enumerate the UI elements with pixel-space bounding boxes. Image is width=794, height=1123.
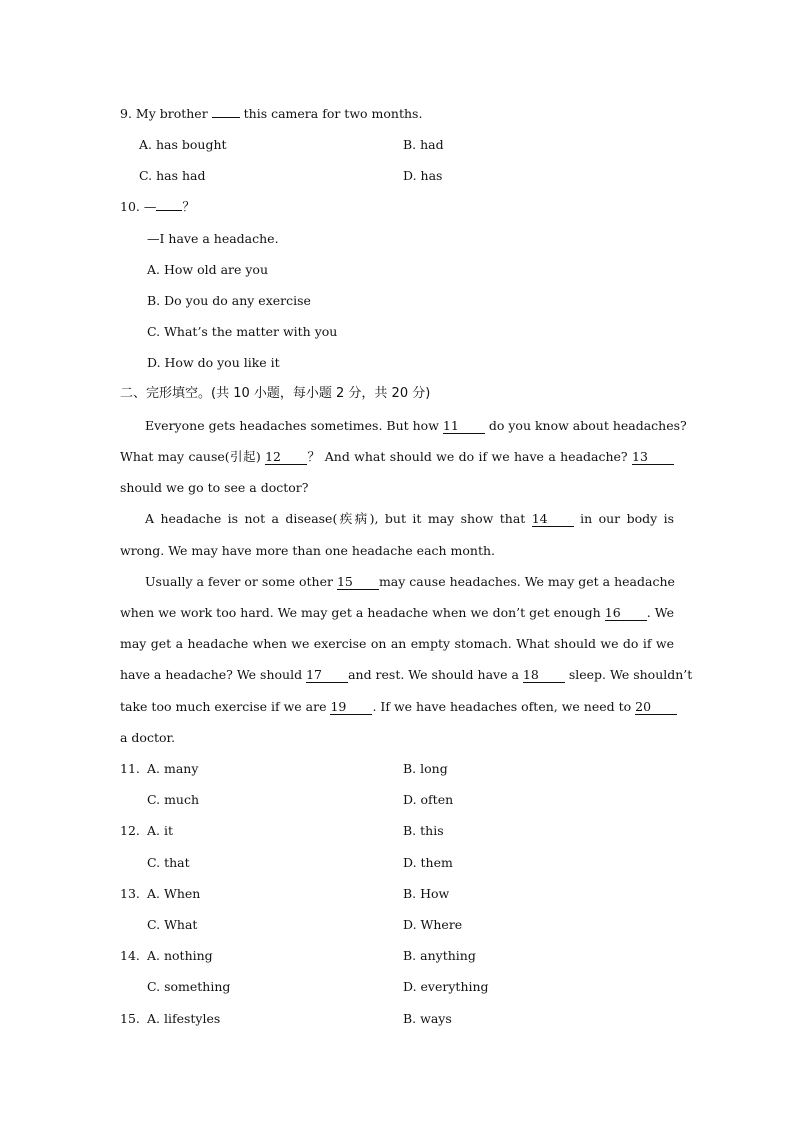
answer-blank: [156, 210, 182, 211]
option-c: C. much: [147, 792, 200, 807]
question-number: 13.: [120, 886, 140, 901]
option-b: B. Do you do any exercise: [147, 293, 311, 308]
option-c: C. has had: [139, 168, 206, 183]
passage-line: should we go to see a doctor?: [120, 480, 309, 495]
passage-line: wrong. We may have more than one headache each month.: [120, 543, 496, 558]
passage-blank: 11: [443, 419, 485, 434]
passage-line: Usually a fever or some other 15 may cause headaches. We may get a headache: [145, 574, 675, 589]
option-d: D. Where: [403, 917, 463, 932]
option-d: D. has: [403, 168, 443, 183]
option-d: D. How do you like it: [147, 355, 280, 370]
option-b: B. ways: [403, 1011, 452, 1026]
passage-line: take too much exercise if we are 19 . If we have headaches often, we need to 20: [120, 699, 674, 715]
passage-line: Everyone gets headaches sometimes. But how 11 do you know about headaches?: [145, 418, 687, 433]
option-a: A. lifestyles: [147, 1011, 221, 1026]
question-10-stem: 10. — ？: [120, 199, 195, 214]
section-heading: 二、完形填空。(共 10 小题，每小题 2 分，共 20 分): [120, 386, 431, 401]
passage-blank: 13: [632, 450, 674, 465]
option-a: A. many: [147, 761, 199, 776]
question-10-reply: —I have a headache.: [147, 231, 279, 246]
option-b: B. long: [403, 761, 448, 776]
option-a: A. How old are you: [147, 262, 269, 277]
option-b: B. this: [403, 823, 444, 838]
passage-blank: 20: [635, 700, 677, 715]
option-c: C. What’s the matter with you: [147, 324, 338, 339]
option-b: B. anything: [403, 948, 476, 963]
option-b: B. had: [403, 137, 444, 152]
option-c: C. What: [147, 917, 198, 932]
passage-line: What may cause(引起) 12 ？ And what should we do if we have a headache? 13: [120, 449, 674, 465]
question-9-stem: 9. My brother this camera for two months.: [120, 106, 423, 121]
passage-blank: 12: [265, 450, 307, 465]
option-b: B. How: [403, 886, 450, 901]
option-a: A. When: [147, 886, 201, 901]
passage-line: have a headache? We should 17 and rest. We should have a 18 sleep. We shouldn’t: [120, 667, 693, 682]
question-number: 12.: [120, 823, 140, 838]
option-c: C. something: [147, 979, 231, 994]
passage-line: when we work too hard. We may get a headache when we don’t get enough 16 . We: [120, 605, 674, 620]
passage-blank: 19: [330, 700, 372, 715]
option-a: A. it: [147, 823, 173, 838]
answer-blank: [212, 117, 240, 118]
question-number: 11.: [120, 761, 140, 776]
question-number: 15.: [120, 1011, 140, 1026]
passage-blank: 14: [532, 512, 574, 527]
passage-line: may get a headache when we exercise on an empty stomach. What should we do if we: [120, 636, 674, 651]
option-d: D. often: [403, 792, 454, 807]
passage-blank: 17: [306, 668, 348, 683]
option-c: C. that: [147, 855, 190, 870]
option-a: A. has bought: [139, 137, 227, 152]
question-number: 14.: [120, 948, 140, 963]
option-d: D. everything: [403, 979, 489, 994]
option-d: D. them: [403, 855, 453, 870]
passage-line: A headache is not a disease(疾病), but it may show that 14 in our body is: [145, 511, 674, 526]
passage-line: a doctor.: [120, 730, 176, 745]
passage-blank: 18: [523, 668, 565, 683]
passage-blank: 16: [605, 606, 647, 621]
passage-blank: 15: [337, 575, 379, 590]
option-a: A. nothing: [147, 948, 213, 963]
